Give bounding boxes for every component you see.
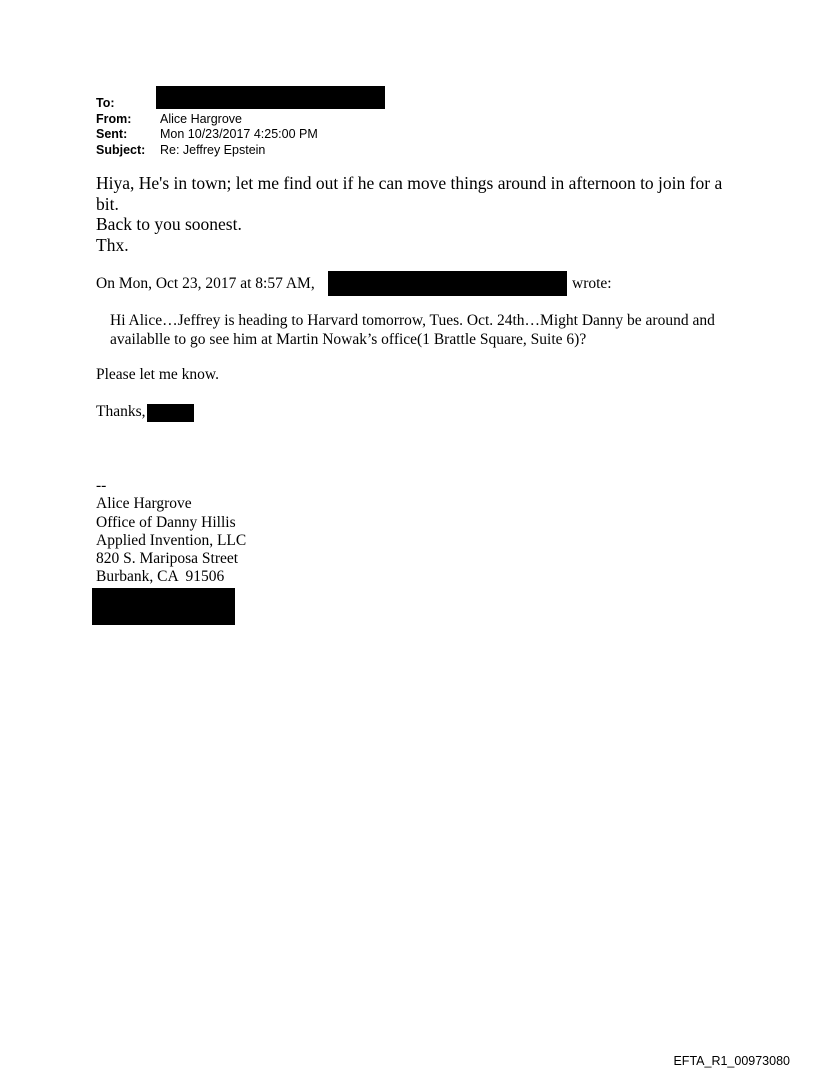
quote-header-suffix-wrap: [572, 274, 612, 294]
quoted-thanks-text: Thanks,: [96, 403, 146, 420]
quoted-please: Please let me know.: [96, 366, 219, 383]
signature-block: [96, 477, 246, 587]
quote-header-prefix: On Mon, Oct 23, 2017 at 8:57 AM,: [96, 275, 315, 292]
reply-line-2: Back to you soonest.: [96, 214, 242, 234]
signature-dash: --: [96, 477, 107, 494]
quote-header-suffix: wrote:: [572, 275, 612, 292]
signature-office: Office of Danny Hillis: [96, 513, 236, 531]
reply-body: [96, 173, 736, 255]
sender-redaction: [328, 271, 567, 296]
to-label: To:: [96, 96, 115, 110]
subject-value: Re: Jeffrey Epstein: [160, 142, 266, 157]
subject-row: [96, 143, 318, 159]
document-id: EFTA_R1_00973080: [673, 1054, 790, 1068]
from-row: [96, 112, 318, 128]
signature-city: Burbank, CA 91506: [96, 568, 225, 586]
signature-street: 820 S. Mariposa Street: [96, 550, 239, 568]
from-label: From:: [96, 111, 132, 126]
reply-line-1: Hiya, He's in town; let me find out if he can move things around in afternoon to join for a bit.: [96, 173, 723, 214]
quoted-thanks: [96, 403, 146, 421]
signature-name: Alice Hargrove: [96, 495, 192, 513]
quoted-message: Hi Alice…Jeffrey is heading to Harvard tomorrow, Tues. Oct. 24th…Might Danny be around and availablle to go see him at Martin Nowak’s office(1 Brattle Square, Suite 6)?: [110, 312, 715, 348]
thanks-name-redaction: [147, 404, 194, 422]
sent-label: Sent:: [96, 127, 128, 141]
from-value: Alice Hargrove: [160, 111, 242, 126]
sent-value: Mon 10/23/2017 4:25:00 PM: [160, 127, 318, 141]
signature-redaction: [92, 588, 235, 625]
subject-label: Subject:: [96, 142, 146, 157]
to-redaction: [156, 86, 385, 109]
reply-line-3: Thx.: [96, 234, 129, 255]
signature-company: Applied Invention, LLC: [96, 531, 247, 549]
quote-header: [96, 274, 315, 294]
sent-row: [96, 127, 318, 143]
